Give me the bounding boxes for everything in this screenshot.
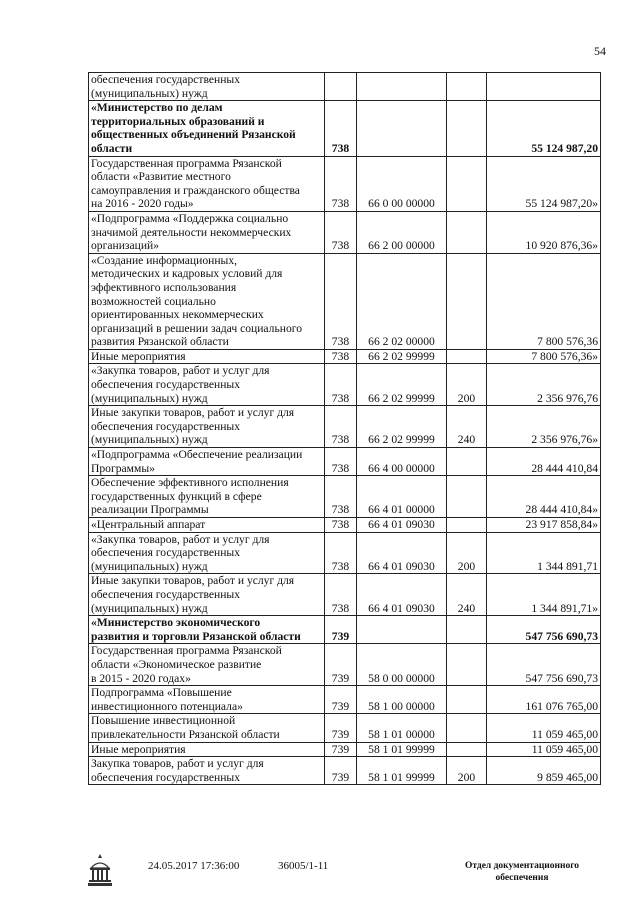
footer-doc-number: 36005/1-11 [278,860,329,872]
cell-expense-type [447,448,487,476]
cell-amount: 547 756 690,73 [487,616,601,644]
cell-program-code: 66 2 02 99999 [357,349,447,364]
cell-ministry-code: 738 [325,364,357,406]
cell-description: Иные мероприятия [89,742,325,757]
table-row [89,349,601,364]
stamp-line-1: Отдел документационного [464,861,580,871]
cell-ministry-code: 739 [325,616,357,644]
cell-ministry-code: 738 [325,253,357,349]
cell-ministry-code: 739 [325,742,357,757]
table-row [89,211,601,253]
table-row [89,518,601,533]
cell-amount: 55 124 987,20» [487,156,601,211]
cell-expense-type [447,211,487,253]
cell-description: Государственная программа Рязанской области «Развитие местного самоуправления и гражданского общества на 2016 - 2020 годы» [89,156,325,211]
cell-program-code: 58 1 01 99999 [357,742,447,757]
cell-description: Иные мероприятия [89,349,325,364]
cell-program-code: 58 1 01 00000 [357,714,447,742]
cell-amount: 55 124 987,20 [487,101,601,156]
cell-program-code: 66 4 01 09030 [357,532,447,574]
cell-ministry-code: 738 [325,574,357,616]
cell-amount: 28 444 410,84 [487,448,601,476]
cell-ministry-code: 739 [325,686,357,714]
cell-expense-type [447,742,487,757]
cell-description: Подпрограмма «Повышение инвестиционного потенциала» [89,686,325,714]
cell-program-code: 66 2 02 99999 [357,406,447,448]
table-row [89,101,601,156]
cell-expense-type [447,616,487,644]
table-row [89,757,601,785]
cell-amount: 11 059 465,00 [487,714,601,742]
cell-program-code: 66 2 00 00000 [357,211,447,253]
cell-expense-type: 200 [447,532,487,574]
budget-table [88,72,601,785]
cell-program-code: 66 4 00 00000 [357,448,447,476]
cell-expense-type [447,476,487,518]
cell-ministry-code: 738 [325,101,357,156]
cell-description: «Министерство по делам территориальных образований и общественных объединений Рязанской области [89,101,325,156]
cell-ministry-code: 738 [325,156,357,211]
cell-description: «Подпрограмма «Поддержка социально значимой деятельности некоммерческих организаций» [89,211,325,253]
cell-description: «Создание информационных, методических и кадровых условий для эффективного использования возможностей социально ориентированных некоммерческих организаций в решении задач социального развития Рязанской области [89,253,325,349]
cell-expense-type [447,644,487,686]
cell-expense-type: 240 [447,574,487,616]
cell-amount: 547 756 690,73 [487,644,601,686]
cell-expense-type [447,156,487,211]
table-row [89,742,601,757]
duma-emblem-icon [86,852,114,888]
cell-amount: 1 344 891,71 [487,532,601,574]
cell-description: обеспечения государственных (муниципальных) нужд [89,73,325,101]
cell-amount: 10 920 876,36» [487,211,601,253]
cell-ministry-code: 739 [325,757,357,785]
table-row [89,253,601,349]
table-row [89,476,601,518]
table-row [89,714,601,742]
table-row [89,686,601,714]
cell-expense-type: 240 [447,406,487,448]
cell-amount: 28 444 410,84» [487,476,601,518]
cell-description: «Закупка товаров, работ и услуг для обеспечения государственных (муниципальных) нужд [89,532,325,574]
cell-description: «Министерство экономического развития и торговли Рязанской области [89,616,325,644]
cell-program-code: 66 0 00 00000 [357,156,447,211]
cell-program-code: 66 4 01 00000 [357,476,447,518]
cell-program-code [357,616,447,644]
table-row [89,532,601,574]
cell-description: «Центральный аппарат [89,518,325,533]
cell-expense-type [447,349,487,364]
table-row [89,73,601,101]
cell-expense-type [447,73,487,101]
cell-expense-type [447,714,487,742]
cell-ministry-code: 738 [325,476,357,518]
cell-expense-type: 200 [447,757,487,785]
cell-amount: 1 344 891,71» [487,574,601,616]
cell-description: Повышение инвестиционной привлекательности Рязанской области [89,714,325,742]
table-row [89,406,601,448]
cell-description: Обеспечение эффективного исполнения государственных функций в сфере реализации Программы [89,476,325,518]
cell-expense-type [447,253,487,349]
cell-program-code: 66 4 01 09030 [357,574,447,616]
cell-program-code: 58 1 01 99999 [357,757,447,785]
cell-ministry-code: 738 [325,349,357,364]
cell-ministry-code: 738 [325,211,357,253]
cell-amount: 7 800 576,36» [487,349,601,364]
cell-amount: 9 859 465,00 [487,757,601,785]
cell-program-code: 66 4 01 09030 [357,518,447,533]
cell-program-code: 66 2 02 00000 [357,253,447,349]
cell-amount: 11 059 465,00 [487,742,601,757]
cell-expense-type: 200 [447,364,487,406]
cell-ministry-code: 739 [325,714,357,742]
cell-ministry-code: 738 [325,532,357,574]
cell-description: Государственная программа Рязанской области «Экономическое развитие в 2015 - 2020 годах» [89,644,325,686]
table-row [89,364,601,406]
footer-timestamp: 24.05.2017 17:36:00 [148,860,240,872]
table-row [89,448,601,476]
cell-ministry-code [325,73,357,101]
cell-amount: 23 917 858,84» [487,518,601,533]
cell-expense-type [447,686,487,714]
cell-description: «Закупка товаров, работ и услуг для обеспечения государственных (муниципальных) нужд [89,364,325,406]
cell-amount: 161 076 765,00 [487,686,601,714]
cell-amount: 2 356 976,76» [487,406,601,448]
stamp-line-2: обеспечения [495,873,549,883]
cell-program-code [357,73,447,101]
cell-description: «Подпрограмма «Обеспечение реализации Программы» [89,448,325,476]
cell-description: Иные закупки товаров, работ и услуг для обеспечения государственных (муниципальных) нужд [89,406,325,448]
cell-ministry-code: 739 [325,644,357,686]
table-row [89,574,601,616]
cell-expense-type [447,518,487,533]
page-number: 54 [594,44,606,58]
cell-description: Закупка товаров, работ и услуг для обеспечения государственных [89,757,325,785]
cell-amount: 2 356 976,76 [487,364,601,406]
department-stamp [444,860,600,884]
cell-ministry-code: 738 [325,406,357,448]
table-row [89,616,601,644]
table-row [89,644,601,686]
cell-program-code: 66 2 02 99999 [357,364,447,406]
cell-expense-type [447,101,487,156]
cell-program-code: 58 1 00 00000 [357,686,447,714]
cell-amount [487,73,601,101]
cell-amount: 7 800 576,36 [487,253,601,349]
cell-program-code [357,101,447,156]
cell-ministry-code: 738 [325,518,357,533]
table-row [89,156,601,211]
cell-ministry-code: 738 [325,448,357,476]
cell-program-code: 58 0 00 00000 [357,644,447,686]
cell-description: Иные закупки товаров, работ и услуг для обеспечения государственных (муниципальных) нужд [89,574,325,616]
